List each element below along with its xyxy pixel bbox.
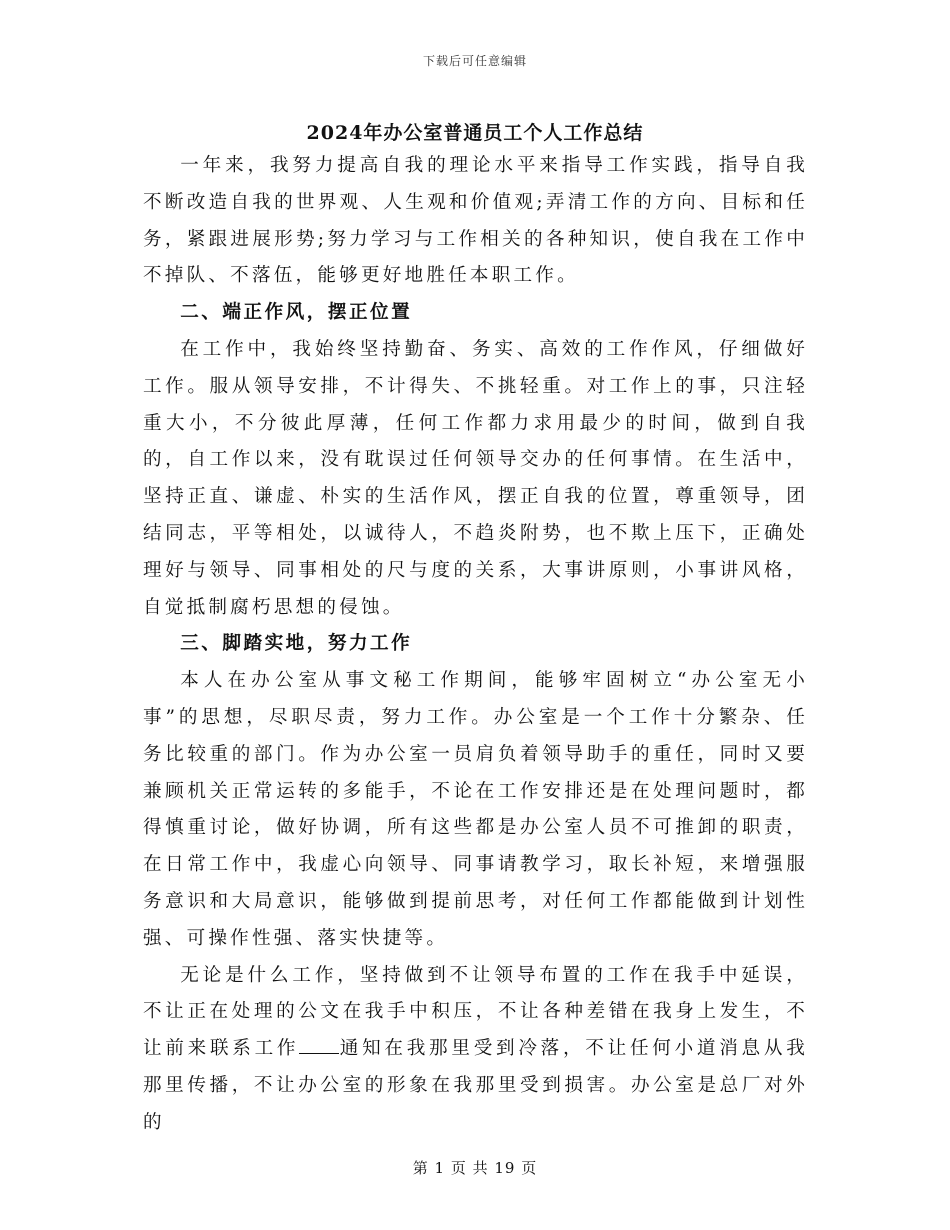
blank-underline	[299, 1035, 339, 1054]
paragraph-continuation-part2: 通知在我那里受到冷落，不让任何小道消息从我那里传播，不让办公室的形象在我那里受到损害。办公室是总厂对外的	[143, 1038, 808, 1133]
document-body	[143, 148, 808, 1142]
page-number-footer: 第 1 页 共 19 页	[412, 1159, 538, 1177]
document-title: 2024年办公室普通员工个人工作总结	[306, 122, 644, 144]
section-heading-3: 三、脚踏实地，努力工作	[180, 633, 413, 655]
page-header-note: 下载后可任意编辑	[422, 54, 527, 68]
section-heading-2: 二、端正作风，摆正位置	[180, 302, 413, 324]
paragraph-intro: 一年来，我努力提高自我的理论水平来指导工作实践，指导自我不断改造自我的世界观、人生观和价值观;弄清工作的方向、目标和任务，紧跟进展形势;努力学习与工作相关的各种知识，使自我在工作中不掉队、不落伍，能够更好地胜任本职工作。	[143, 155, 808, 287]
paragraph-continuation-part1: 无论是什么工作，坚持做到不让领导布置的工作在我手中延误，不让正在处理的公文在我手中积压，不让各种差错在我身上发生，不让前来联系工作	[143, 964, 808, 1060]
paragraph-section-2: 在工作中，我始终坚持勤奋、务实、高效的工作作风，仔细做好工作。服从领导安排，不计得失、不挑轻重。对工作上的事，只注轻重大小，不分彼此厚薄，任何工作都力求用最少的时间，做到自我的，自工作以来，没有耽误过任何领导交办的任何事情。在生活中，坚持正直、谦虚、朴实的生活作风，摆正自我的位置，尊重领导，团结同志，平等相处，以诚待人，不趋炎附势，也不欺上压下，正确处理好与领导、同事相处的尺与度的关系，大事讲原则，小事讲风格，自觉抵制腐朽思想的侵蚀。	[143, 338, 808, 618]
paragraph-section-3: 本人在办公室从事文秘工作期间，能够牢固树立“办公室无小事”的思想，尽职尽责，努力工作。办公室是一个工作十分繁杂、任务比较重的部门。作为办公室一员肩负着领导助手的重任，同时又要兼顾机关正常运转的多能手，不论在工作安排还是在处理问题时，都得慎重讨论，做好协调，所有这些都是办公室人员不可推卸的职责，在日常工作中，我虚心向领导、同事请教学习，取长补短，来增强服务意识和大局意识，能够做到提前思考，对任何工作都能做到计划性强、可操作性强、落实快捷等。	[143, 670, 808, 949]
paragraph-continuation	[143, 958, 808, 1142]
